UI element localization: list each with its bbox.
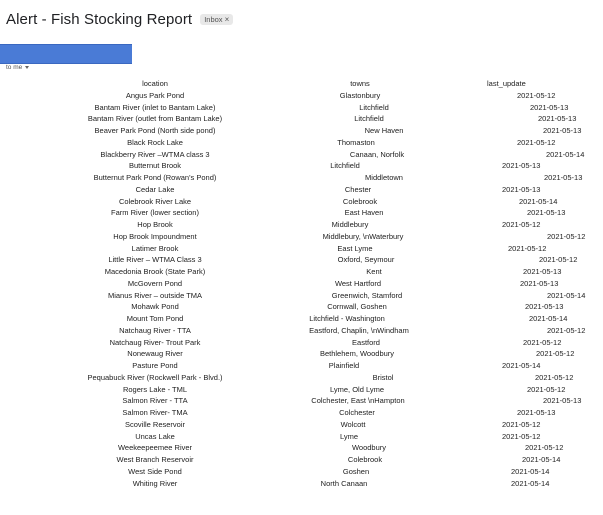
inbox-label-chip[interactable] xyxy=(200,14,233,25)
cell-last-update: 2021-05-13 xyxy=(543,396,582,406)
cell-towns: Eastford xyxy=(352,337,380,347)
cell-last-update: 2021-05-14 xyxy=(519,196,558,206)
table-row xyxy=(0,431,603,443)
cell-last-update: 2021-05-12 xyxy=(535,372,574,382)
recipient-text: to me xyxy=(6,64,23,71)
cell-location: Butternut Brook xyxy=(128,161,182,171)
table-row xyxy=(0,372,603,384)
cell-last-update: 2021-05-14 xyxy=(547,290,586,300)
cell-towns: Chester xyxy=(344,184,372,194)
cell-last-update: 2021-05-13 xyxy=(538,114,577,124)
table-row xyxy=(0,290,603,302)
cell-location: Macedonia Brook (State Park) xyxy=(104,267,206,276)
table-row xyxy=(0,360,603,372)
cell-last-update: 2021-05-12 xyxy=(536,349,575,359)
cell-location: McGovern Pond xyxy=(127,278,183,288)
cell-location: West Side Pond xyxy=(128,466,182,476)
cell-location: Uncas Lake xyxy=(135,431,175,441)
table-row xyxy=(0,395,603,407)
table-row xyxy=(0,466,603,478)
cell-last-update: 2021-05-12 xyxy=(523,337,562,347)
chevron-down-icon[interactable] xyxy=(25,66,29,69)
table-row xyxy=(0,278,603,290)
header-location: location xyxy=(142,79,168,88)
table-row xyxy=(0,125,603,137)
cell-location: Rogers Lake - TML xyxy=(122,384,188,394)
cell-last-update: 2021-05-13 xyxy=(502,161,541,171)
cell-last-update: 2021-05-12 xyxy=(517,90,556,100)
table-row xyxy=(0,454,603,466)
cell-location: Angus Park Pond xyxy=(125,90,185,100)
cell-last-update: 2021-05-12 xyxy=(502,431,541,441)
cell-towns: Middletown xyxy=(365,173,403,182)
cell-last-update: 2021-05-13 xyxy=(530,102,569,112)
cell-location: Pequabuck River (Rockwell Park - Blvd.) xyxy=(87,372,223,382)
table-row xyxy=(0,337,603,349)
cell-location: Blackberry River –WTMA class 3 xyxy=(100,149,210,159)
table-row xyxy=(0,207,603,219)
cell-location: Salmon River - TTA xyxy=(122,396,188,406)
cell-towns: Cornwall, Goshen xyxy=(327,302,387,312)
cell-towns: Colebrook xyxy=(347,455,383,464)
cell-last-update: 2021-05-14 xyxy=(522,455,561,464)
table-row xyxy=(0,160,603,172)
cell-last-update: 2021-05-12 xyxy=(539,255,578,265)
cell-last-update: 2021-05-13 xyxy=(544,173,583,182)
cell-last-update: 2021-05-13 xyxy=(520,278,559,288)
table-row xyxy=(0,196,603,208)
table-row xyxy=(0,254,603,266)
cell-last-update: 2021-05-12 xyxy=(508,243,547,253)
cell-location: Natchaug River - TTA xyxy=(119,325,191,335)
cell-towns: Lyme, Old Lyme xyxy=(329,384,385,394)
cell-towns: Middlebury, \nWaterbury xyxy=(322,231,404,241)
cell-last-update: 2021-05-13 xyxy=(527,208,566,218)
cell-location: Colebrook River Lake xyxy=(118,196,192,206)
cell-location: Hop Brook Impoundment xyxy=(113,231,197,241)
cell-last-update: 2021-05-14 xyxy=(502,361,541,370)
cell-location: Mohawk Pond xyxy=(131,302,179,312)
cell-location: Cedar Lake xyxy=(135,184,175,194)
table-row xyxy=(0,137,603,149)
cell-towns: Thomaston xyxy=(337,137,375,147)
cell-location: Little River – WTMA Class 3 xyxy=(108,255,202,265)
cell-last-update: 2021-05-14 xyxy=(511,478,550,488)
table-row xyxy=(0,90,603,102)
remove-label-icon[interactable]: × xyxy=(224,15,230,24)
cell-location: Weekeepeemee River xyxy=(117,443,193,453)
cell-towns: Litchfield xyxy=(354,114,384,124)
cell-towns: East Lyme xyxy=(337,243,373,253)
cell-towns: Woodbury xyxy=(351,443,387,453)
recipient-details-toggle[interactable] xyxy=(6,64,29,71)
cell-towns: West Hartford xyxy=(334,278,382,288)
table-row xyxy=(0,478,603,490)
table-row xyxy=(0,313,603,325)
cell-towns: Plainfield xyxy=(328,361,360,370)
cell-towns: Greenwich, Stamford xyxy=(331,290,403,300)
cell-towns: Eastford, Chaplin, \nWindham xyxy=(309,325,409,335)
cell-last-update: 2021-05-12 xyxy=(547,325,586,335)
cell-last-update: 2021-05-12 xyxy=(502,220,541,229)
table-row xyxy=(0,219,603,231)
stocking-report-table xyxy=(0,78,603,489)
table-row xyxy=(0,113,603,125)
cell-last-update: 2021-05-14 xyxy=(546,149,585,159)
table-row xyxy=(0,231,603,243)
table-row xyxy=(0,301,603,313)
cell-location: Mianus River – outside TMA xyxy=(107,290,203,300)
cell-towns: New Haven xyxy=(364,126,404,135)
cell-towns: Colchester xyxy=(339,408,375,417)
table-row xyxy=(0,348,603,360)
cell-last-update: 2021-05-12 xyxy=(502,419,541,429)
cell-last-update: 2021-05-13 xyxy=(502,184,541,194)
cell-towns: Middlebury xyxy=(331,220,369,229)
cell-towns: Colebrook xyxy=(342,196,378,206)
cell-location: Mount Tom Pond xyxy=(126,314,184,323)
cell-location: Scoville Reservoir xyxy=(124,419,186,429)
cell-towns: Lyme xyxy=(339,431,359,441)
cell-location: Bantam River (outlet from Bantam Lake) xyxy=(87,114,223,124)
inbox-label-text: Inbox xyxy=(204,15,223,24)
cell-last-update: 2021-05-13 xyxy=(525,302,564,312)
cell-last-update: 2021-05-12 xyxy=(517,137,556,147)
table-row xyxy=(0,172,603,184)
cell-location: Bantam River (inlet to Bantam Lake) xyxy=(94,102,216,112)
cell-location: Beaver Park Pond (North side pond) xyxy=(94,126,216,135)
table-row xyxy=(0,442,603,454)
table-row xyxy=(0,149,603,161)
cell-towns: East Haven xyxy=(344,208,384,218)
cell-location: Hop Brook xyxy=(137,220,173,229)
cell-towns: Wolcott xyxy=(340,419,366,429)
cell-last-update: 2021-05-12 xyxy=(527,384,566,394)
cell-last-update: 2021-05-13 xyxy=(517,408,556,417)
table-row xyxy=(0,243,603,255)
cell-location: Natchaug River- Trout Park xyxy=(109,337,201,347)
table-row xyxy=(0,384,603,396)
header-towns: towns xyxy=(350,79,370,88)
cell-location: West Branch Reservoir xyxy=(116,455,194,464)
cell-last-update: 2021-05-14 xyxy=(529,314,568,323)
table-row xyxy=(0,419,603,431)
cell-location: Pasture Pond xyxy=(132,361,178,370)
cell-towns: Bristol xyxy=(372,372,394,382)
cell-towns: Glastonbury xyxy=(339,90,381,100)
cell-last-update: 2021-05-12 xyxy=(547,231,586,241)
table-row xyxy=(0,266,603,278)
cell-location: Black Rock Lake xyxy=(127,137,183,147)
cell-location: Nonewaug River xyxy=(127,349,183,359)
cell-location: Farm River (lower section) xyxy=(111,208,199,218)
cell-towns: Kent xyxy=(366,267,382,276)
email-subject: Alert - Fish Stocking Report xyxy=(6,11,193,28)
cell-towns: Bethlehem, Woodbury xyxy=(319,349,395,359)
cell-towns: Canaan, Norfolk xyxy=(349,149,405,159)
table-row xyxy=(0,102,603,114)
cell-towns: Colchester, East \nHampton xyxy=(311,396,405,406)
cell-location: Butternut Park Pond (Rowan's Pond) xyxy=(93,173,217,182)
cell-towns: Goshen xyxy=(342,466,370,476)
cell-last-update: 2021-05-12 xyxy=(525,443,564,453)
cell-last-update: 2021-05-13 xyxy=(543,126,582,135)
cell-towns: Litchfield - Washington xyxy=(309,314,385,323)
cell-location: Whiting River xyxy=(132,478,178,488)
cell-towns: North Canaan xyxy=(320,478,368,488)
cell-location: Salmon River- TMA xyxy=(122,408,188,417)
table-row xyxy=(0,184,603,196)
table-row xyxy=(0,407,603,419)
email-subject-line xyxy=(6,11,233,28)
cell-towns: Oxford, Seymour xyxy=(337,255,395,265)
cell-towns: Litchfield xyxy=(359,102,389,112)
sender-name-redacted xyxy=(0,44,132,64)
cell-last-update: 2021-05-13 xyxy=(523,267,562,276)
cell-last-update: 2021-05-14 xyxy=(511,466,550,476)
cell-location: Latimer Brook xyxy=(131,243,179,253)
cell-towns: Litchfield xyxy=(330,161,360,171)
header-last-update: last_update xyxy=(487,79,526,88)
table-header-row xyxy=(0,78,603,90)
table-row xyxy=(0,325,603,337)
